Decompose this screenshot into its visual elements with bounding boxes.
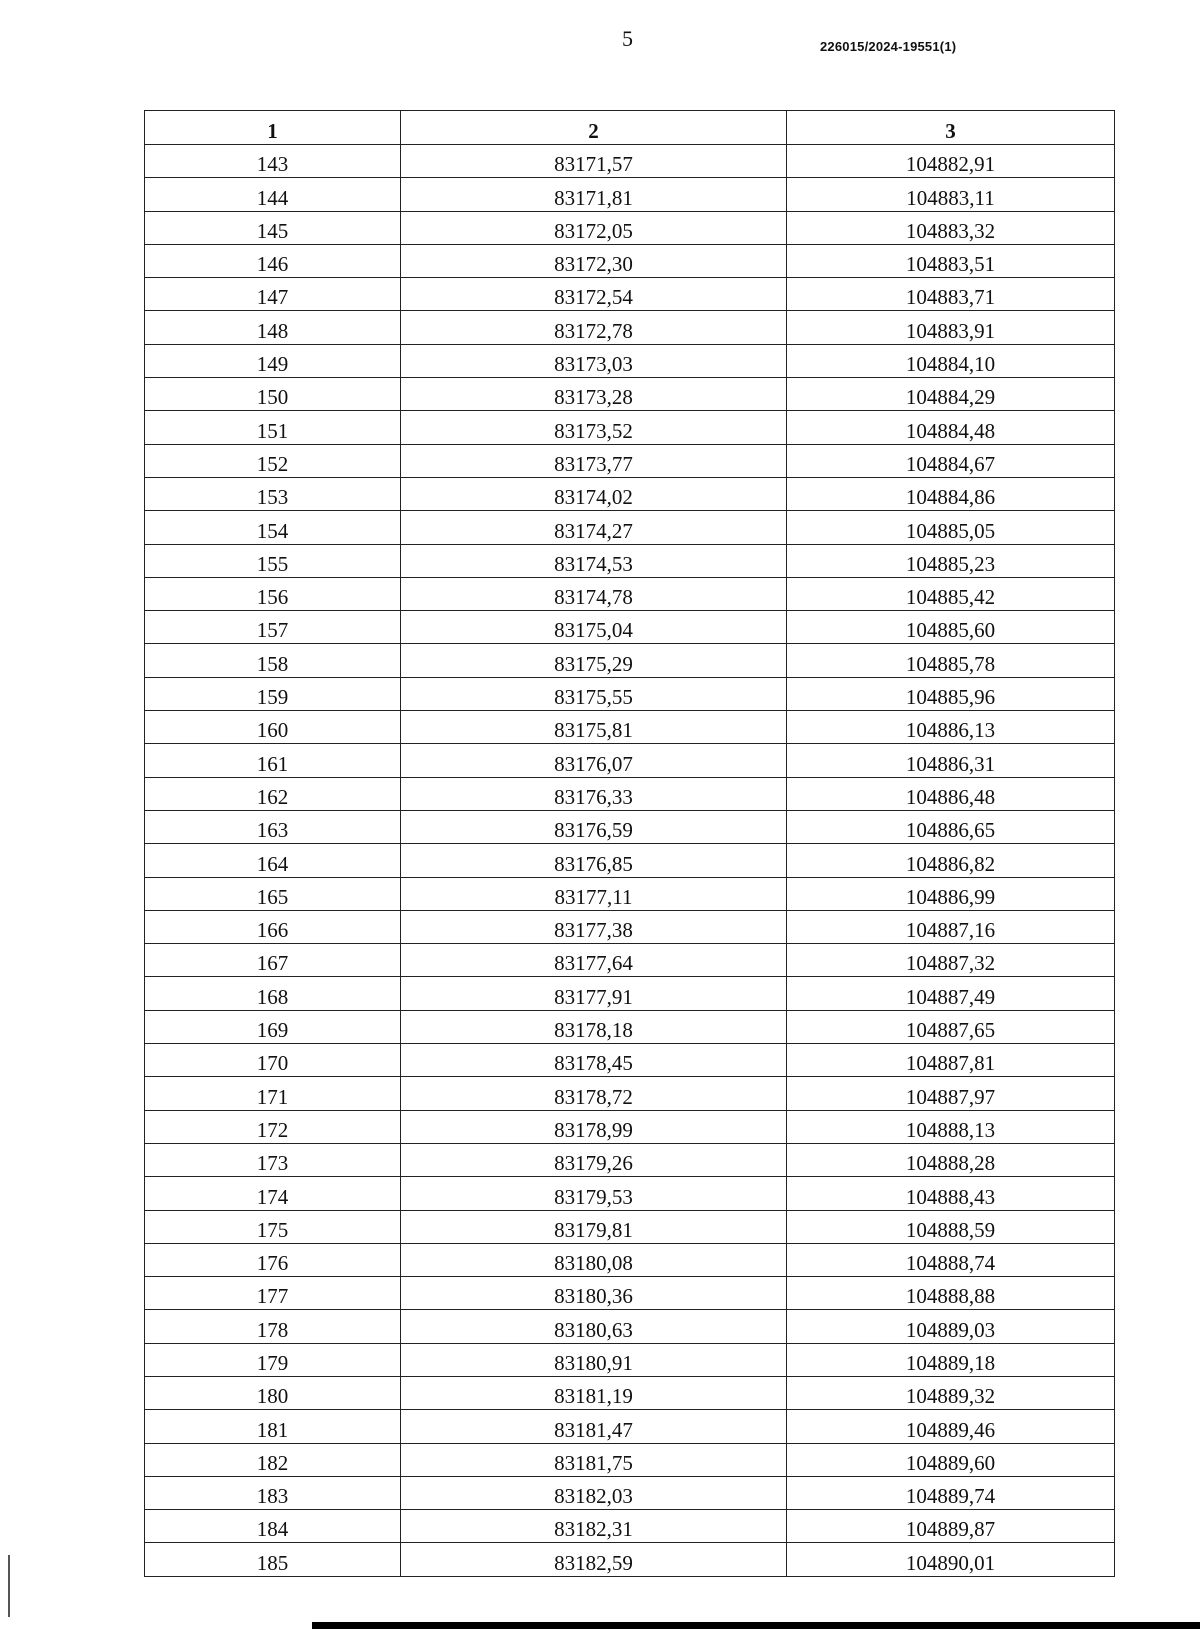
point-number-cell: 168: [145, 977, 401, 1010]
coordinate-y-cell: 104890,01: [787, 1543, 1115, 1576]
coordinate-x-cell: 83182,03: [401, 1476, 787, 1509]
coordinates-table: [144, 110, 1115, 1577]
coordinate-x-cell: 83174,02: [401, 477, 787, 510]
coordinate-x-cell: 83179,81: [401, 1210, 787, 1243]
table-row: [145, 877, 1115, 910]
coordinate-y-cell: 104887,97: [787, 1077, 1115, 1110]
document-reference: 226015/2024-19551(1): [820, 39, 957, 54]
coordinate-y-cell: 104886,13: [787, 711, 1115, 744]
point-number-cell: 145: [145, 211, 401, 244]
coordinate-x-cell: 83181,47: [401, 1410, 787, 1443]
coordinate-x-cell: 83175,55: [401, 677, 787, 710]
point-number-cell: 170: [145, 1044, 401, 1077]
coordinate-x-cell: 83173,52: [401, 411, 787, 444]
point-number-cell: 162: [145, 777, 401, 810]
point-number-cell: 185: [145, 1543, 401, 1576]
column-header-3: 3: [787, 111, 1115, 145]
point-number-cell: 147: [145, 278, 401, 311]
coordinate-y-cell: 104884,86: [787, 477, 1115, 510]
coordinate-y-cell: 104885,60: [787, 611, 1115, 644]
coordinate-y-cell: 104887,81: [787, 1044, 1115, 1077]
coordinate-y-cell: 104885,42: [787, 577, 1115, 610]
coordinate-y-cell: 104886,31: [787, 744, 1115, 777]
table-row: [145, 444, 1115, 477]
table-row: [145, 1443, 1115, 1476]
point-number-cell: 184: [145, 1510, 401, 1543]
coordinate-x-cell: 83180,08: [401, 1243, 787, 1276]
table-row: [145, 278, 1115, 311]
coordinate-x-cell: 83173,28: [401, 378, 787, 411]
coordinate-x-cell: 83176,59: [401, 810, 787, 843]
page-number: 5: [622, 26, 633, 51]
table-row: [145, 944, 1115, 977]
table-row: [145, 1143, 1115, 1176]
point-number-cell: 176: [145, 1243, 401, 1276]
coordinate-y-cell: 104885,23: [787, 544, 1115, 577]
point-number-cell: 174: [145, 1177, 401, 1210]
coordinate-y-cell: 104887,16: [787, 910, 1115, 943]
point-number-cell: 183: [145, 1476, 401, 1509]
coordinate-x-cell: 83182,31: [401, 1510, 787, 1543]
point-number-cell: 173: [145, 1143, 401, 1176]
table-row: [145, 844, 1115, 877]
table-row: [145, 677, 1115, 710]
coordinate-x-cell: 83177,91: [401, 977, 787, 1010]
table-row: [145, 1476, 1115, 1509]
coordinate-x-cell: 83173,77: [401, 444, 787, 477]
point-number-cell: 165: [145, 877, 401, 910]
coordinate-y-cell: 104887,49: [787, 977, 1115, 1010]
coordinate-y-cell: 104887,32: [787, 944, 1115, 977]
coordinate-y-cell: 104887,65: [787, 1010, 1115, 1043]
coordinate-y-cell: 104889,46: [787, 1410, 1115, 1443]
coordinate-x-cell: 83182,59: [401, 1543, 787, 1576]
coordinate-y-cell: 104883,32: [787, 211, 1115, 244]
coordinate-x-cell: 83180,91: [401, 1343, 787, 1376]
coordinate-x-cell: 83175,04: [401, 611, 787, 644]
coordinate-x-cell: 83171,57: [401, 145, 787, 178]
table-row: [145, 1410, 1115, 1443]
point-number-cell: 172: [145, 1110, 401, 1143]
coordinate-y-cell: 104886,65: [787, 810, 1115, 843]
table-row: [145, 1010, 1115, 1043]
table-row: [145, 544, 1115, 577]
coordinate-x-cell: 83176,07: [401, 744, 787, 777]
table-row: [145, 1376, 1115, 1409]
coordinate-y-cell: 104888,28: [787, 1143, 1115, 1176]
coordinate-x-cell: 83172,54: [401, 278, 787, 311]
column-header-2: 2: [401, 111, 787, 145]
scan-edge-mark: [8, 1555, 10, 1617]
coordinate-x-cell: 83176,85: [401, 844, 787, 877]
point-number-cell: 164: [145, 844, 401, 877]
table-row: [145, 411, 1115, 444]
coordinate-y-cell: 104884,10: [787, 344, 1115, 377]
point-number-cell: 157: [145, 611, 401, 644]
coordinate-y-cell: 104889,87: [787, 1510, 1115, 1543]
point-number-cell: 149: [145, 344, 401, 377]
coordinate-x-cell: 83181,19: [401, 1376, 787, 1409]
coordinate-x-cell: 83179,53: [401, 1177, 787, 1210]
coordinate-y-cell: 104885,78: [787, 644, 1115, 677]
table-row: [145, 644, 1115, 677]
coordinate-x-cell: 83177,38: [401, 910, 787, 943]
point-number-cell: 156: [145, 577, 401, 610]
coordinate-x-cell: 83180,36: [401, 1277, 787, 1310]
table-row: [145, 777, 1115, 810]
point-number-cell: 166: [145, 910, 401, 943]
point-number-cell: 177: [145, 1277, 401, 1310]
point-number-cell: 163: [145, 810, 401, 843]
point-number-cell: 171: [145, 1077, 401, 1110]
table-row: [145, 1077, 1115, 1110]
coordinate-y-cell: 104883,71: [787, 278, 1115, 311]
table-row: [145, 1343, 1115, 1376]
table-row: [145, 477, 1115, 510]
point-number-cell: 153: [145, 477, 401, 510]
coordinate-y-cell: 104883,51: [787, 244, 1115, 277]
coordinate-x-cell: 83176,33: [401, 777, 787, 810]
coordinate-x-cell: 83178,99: [401, 1110, 787, 1143]
column-header-1: 1: [145, 111, 401, 145]
coordinate-y-cell: 104884,67: [787, 444, 1115, 477]
table-row: [145, 611, 1115, 644]
coordinate-x-cell: 83178,72: [401, 1077, 787, 1110]
point-number-cell: 148: [145, 311, 401, 344]
point-number-cell: 178: [145, 1310, 401, 1343]
table-row: [145, 511, 1115, 544]
table-row: [145, 1510, 1115, 1543]
table-row: [145, 311, 1115, 344]
table-row: [145, 1177, 1115, 1210]
coordinate-y-cell: 104885,96: [787, 677, 1115, 710]
coordinate-y-cell: 104888,74: [787, 1243, 1115, 1276]
table-row: [145, 378, 1115, 411]
table-row: [145, 744, 1115, 777]
table-row: [145, 1243, 1115, 1276]
coordinate-x-cell: 83172,05: [401, 211, 787, 244]
table-header-row: [145, 111, 1115, 145]
table-row: [145, 344, 1115, 377]
coordinate-x-cell: 83178,18: [401, 1010, 787, 1043]
table-row: [145, 1044, 1115, 1077]
coordinate-x-cell: 83172,30: [401, 244, 787, 277]
coordinate-y-cell: 104889,60: [787, 1443, 1115, 1476]
coordinate-x-cell: 83179,26: [401, 1143, 787, 1176]
point-number-cell: 159: [145, 677, 401, 710]
coordinate-y-cell: 104883,91: [787, 311, 1115, 344]
table-row: [145, 711, 1115, 744]
coordinate-y-cell: 104884,48: [787, 411, 1115, 444]
point-number-cell: 179: [145, 1343, 401, 1376]
coordinate-y-cell: 104889,18: [787, 1343, 1115, 1376]
point-number-cell: 146: [145, 244, 401, 277]
point-number-cell: 160: [145, 711, 401, 744]
point-number-cell: 182: [145, 1443, 401, 1476]
point-number-cell: 144: [145, 178, 401, 211]
coordinate-y-cell: 104883,11: [787, 178, 1115, 211]
coordinate-x-cell: 83171,81: [401, 178, 787, 211]
coordinate-y-cell: 104888,43: [787, 1177, 1115, 1210]
point-number-cell: 169: [145, 1010, 401, 1043]
point-number-cell: 154: [145, 511, 401, 544]
coordinate-y-cell: 104885,05: [787, 511, 1115, 544]
coordinate-y-cell: 104886,99: [787, 877, 1115, 910]
table-row: [145, 244, 1115, 277]
point-number-cell: 152: [145, 444, 401, 477]
coordinate-x-cell: 83173,03: [401, 344, 787, 377]
coordinate-x-cell: 83181,75: [401, 1443, 787, 1476]
point-number-cell: 150: [145, 378, 401, 411]
coordinate-x-cell: 83177,64: [401, 944, 787, 977]
table-row: [145, 1210, 1115, 1243]
point-number-cell: 155: [145, 544, 401, 577]
point-number-cell: 161: [145, 744, 401, 777]
table-row: [145, 211, 1115, 244]
coordinate-x-cell: 83174,53: [401, 544, 787, 577]
coordinate-y-cell: 104886,82: [787, 844, 1115, 877]
point-number-cell: 151: [145, 411, 401, 444]
coordinate-x-cell: 83175,29: [401, 644, 787, 677]
bottom-scan-border: [312, 1622, 1200, 1629]
coordinate-x-cell: 83174,27: [401, 511, 787, 544]
table-row: [145, 178, 1115, 211]
point-number-cell: 143: [145, 145, 401, 178]
table-body: [145, 145, 1115, 1577]
coordinate-x-cell: 83172,78: [401, 311, 787, 344]
point-number-cell: 175: [145, 1210, 401, 1243]
coordinate-y-cell: 104888,88: [787, 1277, 1115, 1310]
coordinate-y-cell: 104888,59: [787, 1210, 1115, 1243]
coordinate-x-cell: 83177,11: [401, 877, 787, 910]
point-number-cell: 181: [145, 1410, 401, 1443]
point-number-cell: 167: [145, 944, 401, 977]
coordinate-x-cell: 83178,45: [401, 1044, 787, 1077]
coordinate-y-cell: 104889,03: [787, 1310, 1115, 1343]
coordinate-y-cell: 104888,13: [787, 1110, 1115, 1143]
table-row: [145, 577, 1115, 610]
table-row: [145, 910, 1115, 943]
table-row: [145, 810, 1115, 843]
table-row: [145, 1277, 1115, 1310]
coordinate-y-cell: 104889,32: [787, 1376, 1115, 1409]
coordinate-y-cell: 104886,48: [787, 777, 1115, 810]
coordinate-x-cell: 83174,78: [401, 577, 787, 610]
coordinate-x-cell: 83175,81: [401, 711, 787, 744]
coordinate-y-cell: 104882,91: [787, 145, 1115, 178]
coordinate-y-cell: 104889,74: [787, 1476, 1115, 1509]
coordinate-x-cell: 83180,63: [401, 1310, 787, 1343]
table-row: [145, 1543, 1115, 1576]
table-row: [145, 145, 1115, 178]
point-number-cell: 180: [145, 1376, 401, 1409]
coordinate-y-cell: 104884,29: [787, 378, 1115, 411]
table-row: [145, 1110, 1115, 1143]
table-row: [145, 1310, 1115, 1343]
point-number-cell: 158: [145, 644, 401, 677]
table-row: [145, 977, 1115, 1010]
